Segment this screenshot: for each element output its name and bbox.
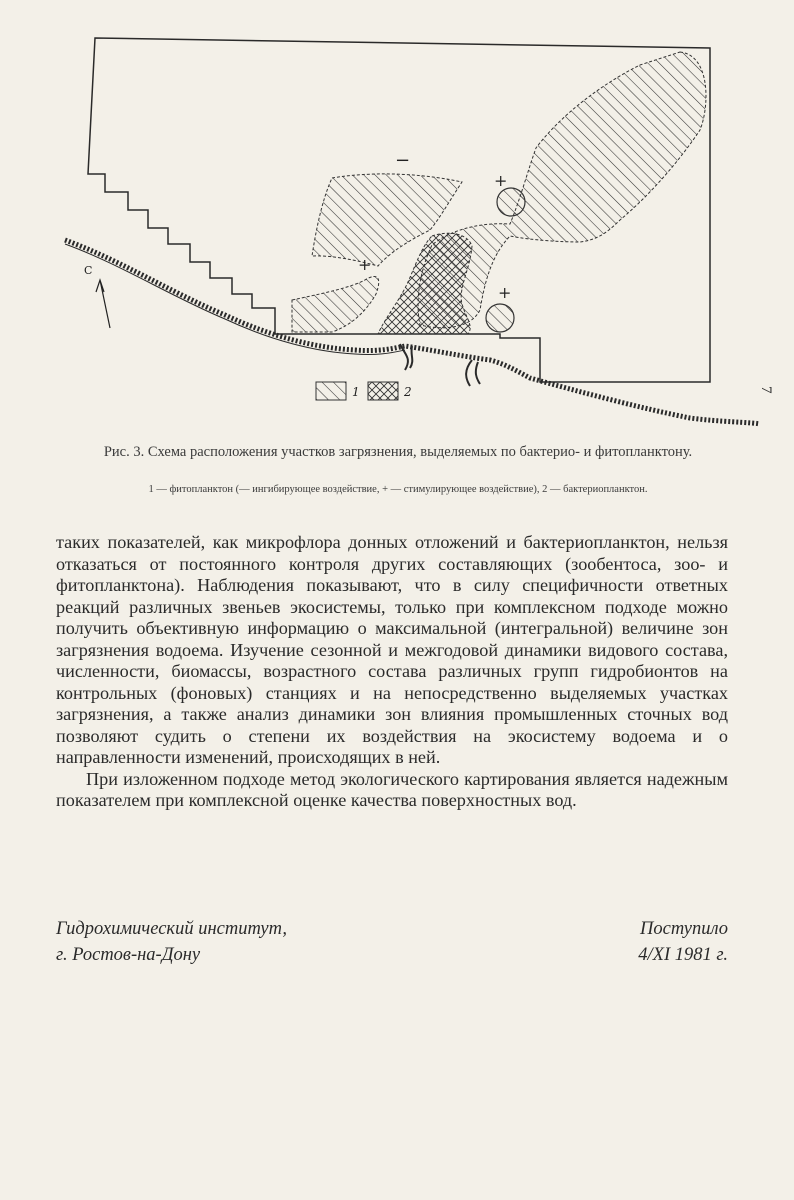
river-inlet-right	[466, 360, 480, 386]
zone-circle-upper	[497, 188, 525, 216]
paragraph-1: таких показателей, как микрофлора донных отложений и бактериопланктон, нельзя отказаться от постоянного контроля других составляющих (зообентоса, зоо- и фитопланктона). Наблюдения показывают, что в силу специфичности ответных реакций различных звеньев экосистемы, только при комплексном подходе можно получить объективную информацию о максимальной (интегральной) величине зон загрязнения водоема. Изучение сезонной и межгодовой динамики видового состава, численности, биомассы, возрастного состава различных групп гидробионтов на контрольных (фоновых) станциях и на непосредственно выделяемых участках загрязнения, а также анализ динамики зон влияния промышленных сточных вод позволяют судить о степени их воздействия на экосистему водоема и о направленности изменений, происходящих в ней.	[56, 532, 728, 767]
received-date: 4/XI 1981 г.	[638, 945, 728, 965]
pollution-map	[60, 30, 760, 440]
label-plus-3: +	[498, 283, 512, 302]
body-text	[56, 532, 728, 812]
zone-circle-lower	[486, 304, 514, 332]
legend-swatch-1	[316, 382, 346, 400]
institute-line-2: г. Ростов-на-Дону	[56, 945, 201, 965]
label-plus-2: +	[358, 255, 372, 274]
paragraph-2: При изложенном подходе метод экологического картирования является надежным показателем при комплексной оценке качества поверхностных вод.	[56, 768, 728, 810]
received-line-1: Поступило	[640, 919, 728, 939]
pollution-map-figure	[60, 30, 760, 440]
legend-label-2: 2	[404, 385, 412, 399]
institute-line-1: Гидрохимический институт,	[56, 919, 288, 939]
compass-letter: С	[84, 264, 93, 277]
page-number: 7	[758, 386, 774, 394]
received-block	[528, 916, 728, 968]
figure-caption: Рис. 3. Схема расположения участков загрязнения, выделяемых по бактерио- и фитопланктону.	[103, 444, 693, 460]
zone-phyto-stimulating-lobe	[292, 276, 379, 332]
legend-swatch-2	[368, 382, 398, 400]
label-plus-1: +	[494, 171, 508, 190]
legend-label-1: 1	[352, 385, 360, 399]
compass-arrow	[96, 280, 110, 328]
figure-legend-text: 1 — фитопланктон (— ингибирующее воздействие, + — стимулирующее воздействие), 2 — бактериопланктон.	[148, 484, 648, 495]
label-minus: −	[395, 150, 411, 171]
institute-block	[56, 916, 386, 968]
